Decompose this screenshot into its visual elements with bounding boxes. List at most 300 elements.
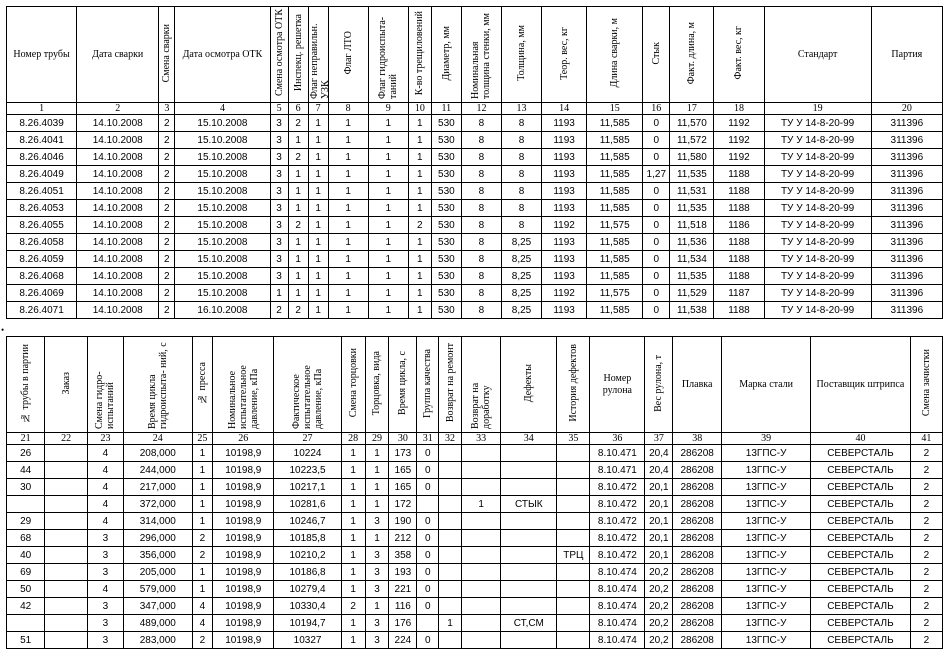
table-row (7, 530, 943, 547)
table-cell: 4 (87, 581, 123, 598)
table-cell: 1188 (714, 268, 764, 285)
table-cell: 2 (910, 581, 942, 598)
table-cell: 15.10.2008 (175, 166, 270, 183)
table-cell (557, 632, 590, 649)
table-cell: 0 (417, 581, 439, 598)
table1-header-label: К-во трещиловений (414, 10, 426, 96)
table-cell: 1 (408, 251, 431, 268)
table2-header-cell (673, 337, 722, 433)
table-cell: 10198,9 (213, 496, 274, 513)
table-cell: 0 (417, 479, 439, 496)
table-cell: 13ГПС-У (722, 513, 811, 530)
table2-header-label: Время цикла гидроиспыта- ний, с (146, 342, 169, 429)
table-cell: 8 (461, 251, 501, 268)
table-cell: 2 (159, 183, 175, 200)
table-cell: 3 (365, 615, 389, 632)
table1-header-cell (871, 7, 942, 103)
table-cell: 311396 (871, 217, 942, 234)
table-cell: СТ,СМ (501, 615, 557, 632)
table-row (7, 615, 943, 632)
table-cell: 193 (389, 564, 417, 581)
table-cell: 2 (910, 530, 942, 547)
table-cell: 8.10.472 (590, 496, 645, 513)
table-row (7, 496, 943, 513)
table2-header-label: Смена зачистки (920, 349, 932, 417)
table1-header-cell (77, 7, 159, 103)
table-row (7, 200, 943, 217)
table2-header-cell (45, 337, 87, 433)
table-cell: 311396 (871, 234, 942, 251)
table2-header-label: Плавка (681, 378, 713, 390)
table-cell: 530 (431, 234, 461, 251)
table-cell: 11,535 (670, 268, 714, 285)
table-cell: 0 (643, 183, 670, 200)
table1-header-label: Флаг неправильн. УЗК (308, 23, 331, 99)
table-cell: 68 (7, 530, 45, 547)
table-cell: 11,585 (587, 200, 643, 217)
table2-column-number: 39 (722, 433, 811, 445)
table1-header-cell (587, 7, 643, 103)
table2-column-number: 41 (910, 433, 942, 445)
table-cell: 3 (270, 149, 288, 166)
table-cell (461, 547, 500, 564)
table-cell: 3 (365, 547, 389, 564)
table-cell: 1 (408, 268, 431, 285)
table-cell (439, 564, 462, 581)
table-cell: ТУ У 14-8-20-99 (764, 115, 871, 132)
table-row (7, 547, 943, 564)
table2-header-label: Группа качества (422, 348, 434, 418)
table-cell: 2 (159, 268, 175, 285)
table-row (7, 564, 943, 581)
table-cell: 14.10.2008 (77, 302, 159, 319)
table-cell: 14.10.2008 (77, 115, 159, 132)
table-cell (557, 598, 590, 615)
table1-header-label: Стык (650, 41, 662, 65)
table2-column-number: 33 (461, 433, 500, 445)
table-cell: 1 (408, 166, 431, 183)
table1-column-number: 11 (431, 103, 461, 115)
table-cell (45, 479, 87, 496)
table-cell: 530 (431, 132, 461, 149)
table-row (7, 234, 943, 251)
table-cell: 10198,9 (213, 462, 274, 479)
table-cell: 11,538 (670, 302, 714, 319)
table-cell (7, 496, 45, 513)
table-cell: 8 (461, 302, 501, 319)
table-cell: 1192 (714, 115, 764, 132)
table-cell: 1 (368, 285, 408, 302)
table-cell: 11,534 (670, 251, 714, 268)
table-cell: 3 (365, 564, 389, 581)
table-cell: 530 (431, 302, 461, 319)
table-row (7, 251, 943, 268)
table2-header-label: Смена гидро- испытаний (94, 371, 117, 429)
table-cell: 311396 (871, 132, 942, 149)
table1-column-number: 19 (764, 103, 871, 115)
table-cell: СЕВЕРСТАЛЬ (811, 462, 911, 479)
table-cell: 1188 (714, 166, 764, 183)
table-cell: 311396 (871, 115, 942, 132)
table-cell: СЕВЕРСТАЛЬ (811, 530, 911, 547)
table-cell: 530 (431, 268, 461, 285)
table-cell: 1186 (714, 217, 764, 234)
table-cell: 176 (389, 615, 417, 632)
table-cell: 3 (87, 564, 123, 581)
table-cell: 11,585 (587, 132, 643, 149)
table-cell: 221 (389, 581, 417, 598)
table1-header-cell (670, 7, 714, 103)
table-cell: 15.10.2008 (175, 285, 270, 302)
table-cell: 0 (643, 268, 670, 285)
table-cell: 8.10.474 (590, 581, 645, 598)
table2-header-cell (192, 337, 213, 433)
table1-column-number: 4 (175, 103, 270, 115)
table-cell: 1 (288, 132, 308, 149)
table-cell: 8.10.472 (590, 530, 645, 547)
table-cell: 1 (408, 183, 431, 200)
table-cell: СЕВЕРСТАЛЬ (811, 496, 911, 513)
table-cell: 296,000 (124, 530, 192, 547)
table-cell: 2 (910, 632, 942, 649)
table-cell (439, 530, 462, 547)
table-cell: ТУ У 14-8-20-99 (764, 200, 871, 217)
table-cell: 205,000 (124, 564, 192, 581)
table-cell: 1 (192, 496, 213, 513)
table-cell: 8.10.471 (590, 445, 645, 462)
table2-header-cell (461, 337, 500, 433)
table-cell: 1 (328, 285, 368, 302)
table1-header-label: Диаметр, мм (440, 25, 452, 81)
table1-column-number: 2 (77, 103, 159, 115)
table2-header-label: № пресса (196, 362, 208, 404)
table1-header-cell (714, 7, 764, 103)
table-cell: 1 (288, 183, 308, 200)
table-cell (439, 479, 462, 496)
table-row (7, 183, 943, 200)
table-cell: 10198,9 (213, 479, 274, 496)
table-cell: 8.26.4058 (7, 234, 77, 251)
table2-header-label: Фактическое испытательное давление, кПа (291, 365, 325, 429)
table-cell: 1 (308, 251, 328, 268)
table-cell: 0 (643, 302, 670, 319)
table-cell: 10281,6 (274, 496, 341, 513)
table-cell: 530 (431, 183, 461, 200)
table-cell: 14.10.2008 (77, 285, 159, 302)
table-cell: 11,580 (670, 149, 714, 166)
table-cell: 20,2 (645, 581, 673, 598)
table-cell: 8 (501, 149, 541, 166)
table-cell: 8 (461, 183, 501, 200)
table1-column-number: 16 (643, 103, 670, 115)
table-cell: ТУ У 14-8-20-99 (764, 149, 871, 166)
table-cell: 15.10.2008 (175, 200, 270, 217)
table1-header-cell (288, 7, 308, 103)
table-cell: 1 (288, 251, 308, 268)
table-cell: 20,1 (645, 513, 673, 530)
table-cell: 1 (192, 513, 213, 530)
table-cell: 0 (417, 632, 439, 649)
table-cell: 0 (417, 564, 439, 581)
table-cell: 2 (159, 149, 175, 166)
table-cell: 1193 (542, 183, 587, 200)
table-cell: 14.10.2008 (77, 251, 159, 268)
table1-header-label: Длина сварки, м (609, 18, 621, 88)
table-cell: 311396 (871, 166, 942, 183)
table-cell: 2 (159, 132, 175, 149)
table-cell: 530 (431, 166, 461, 183)
table-cell: 1 (288, 200, 308, 217)
table2-column-number: 38 (673, 433, 722, 445)
table-cell: 1 (328, 234, 368, 251)
table-cell: 11,585 (587, 251, 643, 268)
table-cell: 1 (341, 530, 365, 547)
table2-column-number: 26 (213, 433, 274, 445)
table-cell: 244,000 (124, 462, 192, 479)
table-cell (45, 547, 87, 564)
table-cell: 8,25 (501, 234, 541, 251)
table-cell: 15.10.2008 (175, 183, 270, 200)
table-cell: 311396 (871, 183, 942, 200)
table2-column-number: 37 (645, 433, 673, 445)
table-row (7, 268, 943, 285)
table1-header-cell (368, 7, 408, 103)
table-cell: 8.26.4053 (7, 200, 77, 217)
table-cell: 20,1 (645, 479, 673, 496)
table-row (7, 632, 943, 649)
table-cell: 1 (288, 166, 308, 183)
table-cell: 10198,9 (213, 530, 274, 547)
table-cell: 10198,9 (213, 632, 274, 649)
table-cell: 14.10.2008 (77, 132, 159, 149)
table1-header-cell (542, 7, 587, 103)
table-cell: 311396 (871, 268, 942, 285)
table-cell: 8 (501, 115, 541, 132)
table-cell: 10330,4 (274, 598, 341, 615)
table-cell: 1 (288, 285, 308, 302)
table-cell: 8.10.474 (590, 632, 645, 649)
table-cell: 1 (341, 632, 365, 649)
table-cell: 8 (501, 217, 541, 234)
table-cell: 0 (417, 462, 439, 479)
table-cell: 165 (389, 462, 417, 479)
table-cell (439, 581, 462, 598)
table-cell: 8 (461, 217, 501, 234)
table-cell: 4 (87, 513, 123, 530)
table-cell: 3 (270, 166, 288, 183)
table2-header-label: № трубы в партии (20, 343, 32, 423)
table2-column-number: 40 (811, 433, 911, 445)
table2-column-number: 31 (417, 433, 439, 445)
table-cell: 286208 (673, 581, 722, 598)
table-cell: 530 (431, 217, 461, 234)
table1-number-row (7, 103, 943, 115)
table-cell: 286208 (673, 445, 722, 462)
table1-header-label: Теор. вес, кг (558, 26, 570, 80)
table-cell: 1 (368, 149, 408, 166)
pipe-table-1 (6, 6, 943, 319)
table-cell: 1 (368, 217, 408, 234)
table-cell: 1 (270, 285, 288, 302)
table-cell: 11,585 (587, 166, 643, 183)
table-cell: 1 (328, 183, 368, 200)
table2-column-number: 27 (274, 433, 341, 445)
table-cell: 1 (365, 530, 389, 547)
table-cell (45, 462, 87, 479)
table-cell: 1 (308, 200, 328, 217)
table-cell: 11,518 (670, 217, 714, 234)
table1-column-number: 9 (368, 103, 408, 115)
table1-header-cell (461, 7, 501, 103)
table1-header-label: Стандарт (797, 48, 838, 60)
table-cell (439, 547, 462, 564)
table1-header-label: Толщина, мм (516, 25, 528, 81)
table-cell: 14.10.2008 (77, 217, 159, 234)
table-cell (557, 513, 590, 530)
table-cell: 2 (288, 115, 308, 132)
table-row (7, 285, 943, 302)
table1-header-label: Номинальная толщина стенки, мм (470, 13, 493, 99)
table-cell: 10246,7 (274, 513, 341, 530)
table-cell: 1 (365, 445, 389, 462)
table-cell (557, 445, 590, 462)
table-cell: 1 (308, 132, 328, 149)
table-cell: 530 (431, 115, 461, 132)
table1-column-number: 1 (7, 103, 77, 115)
table-cell: 10198,9 (213, 547, 274, 564)
table-cell: 530 (431, 149, 461, 166)
table-cell: ТРЦ (557, 547, 590, 564)
table2-header-label: Смена торцовки (347, 348, 359, 418)
table-row (7, 217, 943, 234)
table-cell: 286208 (673, 547, 722, 564)
table-cell: ТУ У 14-8-20-99 (764, 132, 871, 149)
table-row (7, 166, 943, 183)
table-cell: 13ГПС-У (722, 598, 811, 615)
table2-header-cell (389, 337, 417, 433)
table-cell: 8.26.4051 (7, 183, 77, 200)
table-cell: 10186,8 (274, 564, 341, 581)
table-cell: 1 (368, 302, 408, 319)
table-cell: 1 (408, 200, 431, 217)
table-cell: 1192 (542, 285, 587, 302)
table-cell (461, 632, 500, 649)
table-cell: 14.10.2008 (77, 200, 159, 217)
table-cell (501, 547, 557, 564)
table-cell: СТЫК (501, 496, 557, 513)
table-cell: 1192 (542, 217, 587, 234)
table-cell: 1193 (542, 234, 587, 251)
table-cell: 356,000 (124, 547, 192, 564)
table-row (7, 445, 943, 462)
table2-header-label: Время цикла, с (397, 351, 409, 415)
table-cell: 2 (159, 234, 175, 251)
table1-header-label: Флаг ЛТО (342, 31, 354, 75)
table-cell: 2 (910, 547, 942, 564)
table-cell: ТУ У 14-8-20-99 (764, 183, 871, 200)
table1-column-number: 14 (542, 103, 587, 115)
table-cell: 8.10.472 (590, 479, 645, 496)
table-cell: 10279,4 (274, 581, 341, 598)
table-cell: 11,536 (670, 234, 714, 251)
table-cell: 11,585 (587, 268, 643, 285)
table-cell: 1 (368, 268, 408, 285)
table-cell: 2 (288, 149, 308, 166)
table-cell: 2 (159, 251, 175, 268)
table-cell: 0 (643, 132, 670, 149)
table-cell: 8.10.472 (590, 513, 645, 530)
table1-column-number: 7 (308, 103, 328, 115)
table-cell: 69 (7, 564, 45, 581)
table-cell: 347,000 (124, 598, 192, 615)
table-cell: 10327 (274, 632, 341, 649)
table-cell: 8 (501, 166, 541, 183)
table-cell: 1 (365, 479, 389, 496)
table-cell: 3 (87, 547, 123, 564)
table-cell: 283,000 (124, 632, 192, 649)
table-cell: 0 (643, 251, 670, 268)
table-cell: СЕВЕРСТАЛЬ (811, 547, 911, 564)
table-cell: 1 (408, 149, 431, 166)
table-cell: 1 (308, 166, 328, 183)
table-cell (501, 513, 557, 530)
table-cell: 1 (408, 132, 431, 149)
table-cell: 1 (341, 462, 365, 479)
table-cell: 51 (7, 632, 45, 649)
table-cell: 1 (341, 615, 365, 632)
table2-header-label: Торцовка, вида (371, 350, 383, 416)
table-cell (557, 564, 590, 581)
table1-column-number: 13 (501, 103, 541, 115)
table2-column-number: 29 (365, 433, 389, 445)
table-cell (45, 598, 87, 615)
table2-header-cell (7, 337, 45, 433)
table-cell (501, 462, 557, 479)
table-cell: 2 (910, 496, 942, 513)
table-cell: 1193 (542, 302, 587, 319)
table-cell: 311396 (871, 149, 942, 166)
table-cell: 8.26.4039 (7, 115, 77, 132)
table-cell: 8,25 (501, 268, 541, 285)
table-cell: 1 (341, 564, 365, 581)
table-cell: 14.10.2008 (77, 149, 159, 166)
table-cell: 20,2 (645, 598, 673, 615)
table1-header-cell (328, 7, 368, 103)
table-cell: 20,1 (645, 496, 673, 513)
table-cell: 10194,7 (274, 615, 341, 632)
table-cell: ТУ У 14-8-20-99 (764, 251, 871, 268)
table-cell: 314,000 (124, 513, 192, 530)
table-cell: 11,570 (670, 115, 714, 132)
table2-header-cell (501, 337, 557, 433)
table-cell: 311396 (871, 302, 942, 319)
table-cell: 1 (408, 285, 431, 302)
table-cell: 2 (288, 217, 308, 234)
table-cell (45, 632, 87, 649)
table-cell (461, 615, 500, 632)
table-cell: 0 (643, 285, 670, 302)
table-cell: 8.26.4071 (7, 302, 77, 319)
table2-header-label: Заказ (60, 371, 72, 395)
table-cell: 1 (328, 132, 368, 149)
table2-column-number: 25 (192, 433, 213, 445)
table2-header-label: История дефектов (567, 344, 579, 422)
table-cell: 1 (328, 251, 368, 268)
table-cell: 286208 (673, 615, 722, 632)
table-cell: 3 (270, 183, 288, 200)
table1-column-number: 10 (408, 103, 431, 115)
table-cell: 13ГПС-У (722, 564, 811, 581)
